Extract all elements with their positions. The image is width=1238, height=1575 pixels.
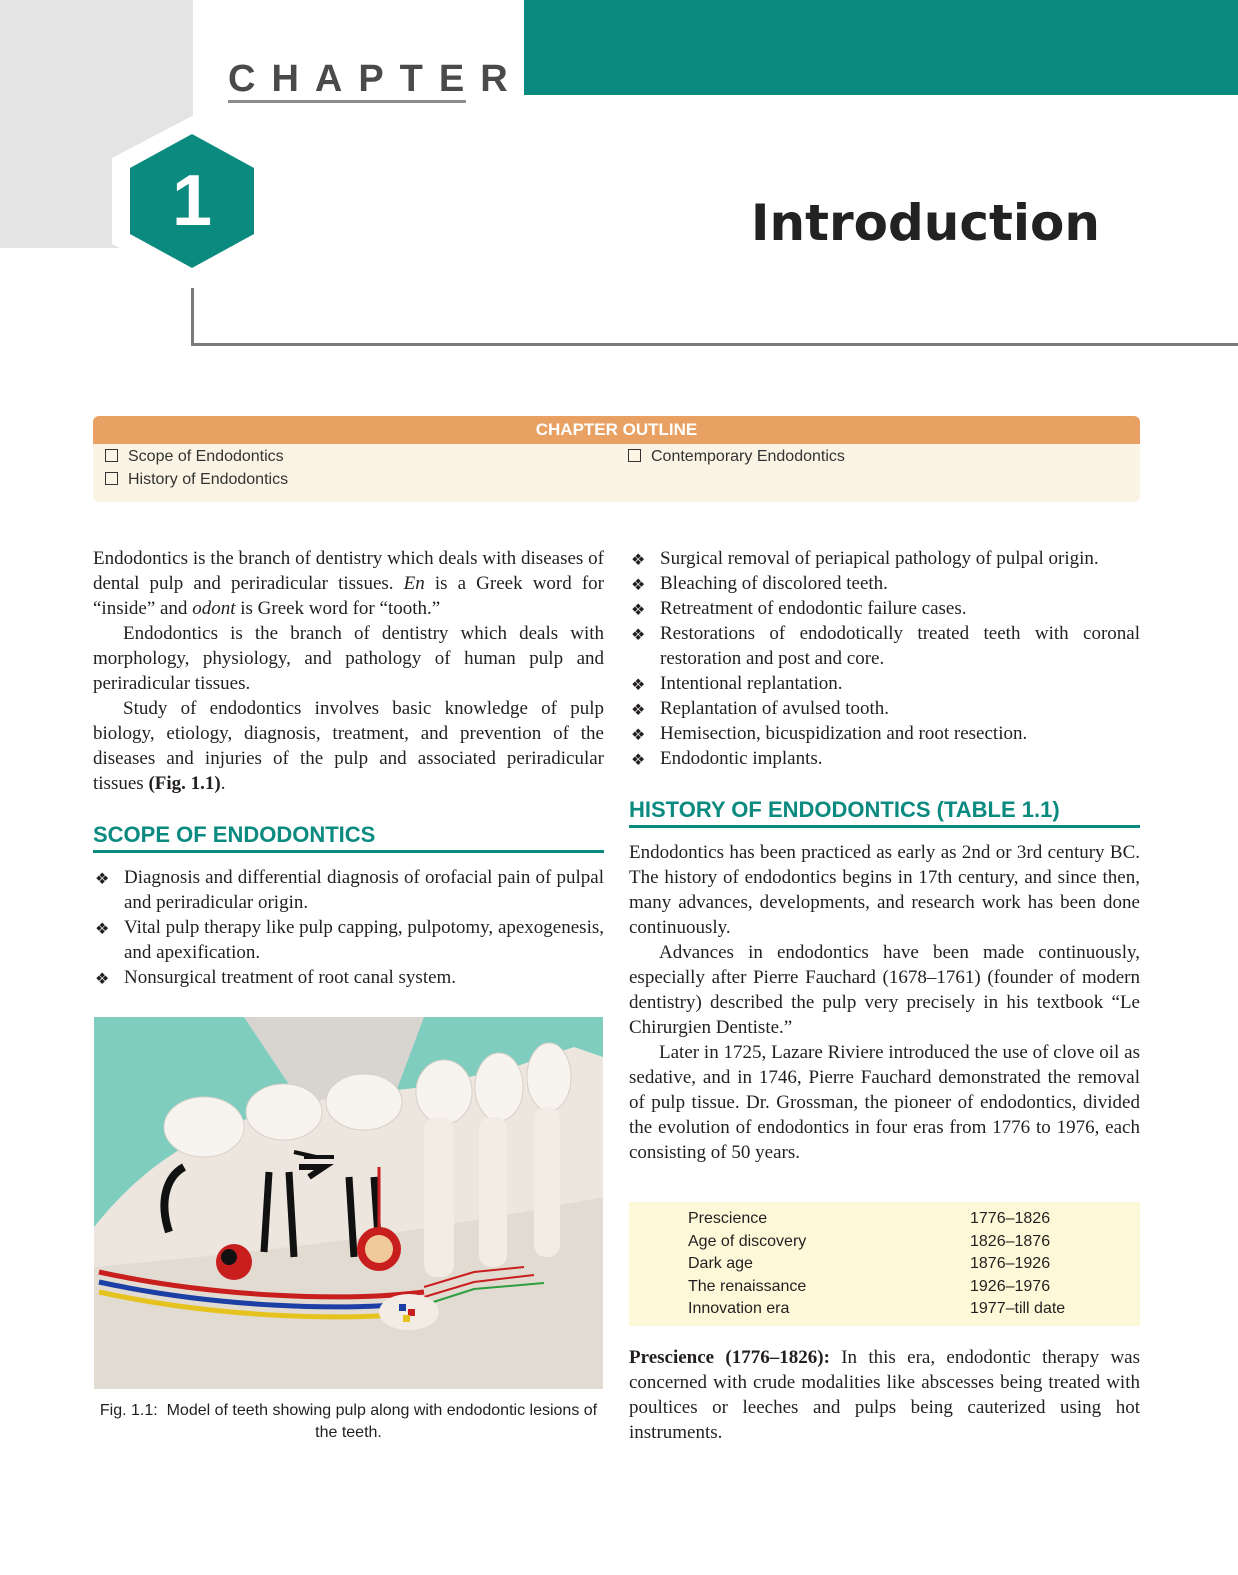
era-name: Innovation era	[688, 1300, 790, 1317]
table-row	[688, 1210, 1128, 1228]
diamond-bullet-icon: ❖	[631, 552, 646, 569]
outline-item	[105, 448, 284, 466]
list-item	[629, 621, 1140, 671]
list-item	[629, 546, 1140, 571]
figure-caption-text: Model of teeth showing pulp along with endodontic lesions of the teeth.	[166, 1402, 598, 1441]
era-years: 1977–till date	[970, 1300, 1066, 1317]
scope-list-right	[629, 546, 1140, 771]
text-run: Endodontics is the branch of dentistry which deals with diseases of dental pulp and periradicular tissues.	[93, 548, 604, 594]
frame-line-vertical	[191, 288, 194, 346]
scope-heading: SCOPE OF ENDODONTICS	[93, 822, 604, 853]
chapter-outline	[93, 416, 1140, 504]
checkbox-icon	[628, 449, 641, 462]
checkbox-icon	[105, 472, 118, 485]
chapter-number: 1	[171, 161, 213, 241]
list-item-text: Retreatment of endodontic failure cases.	[660, 598, 967, 619]
chapter-underline	[228, 100, 466, 103]
diamond-bullet-icon: ❖	[95, 871, 110, 888]
figure-label: Fig. 1.1:	[99, 1402, 158, 1419]
history-heading: HISTORY OF ENDODONTICS (TABLE 1.1)	[629, 797, 1140, 828]
page-title: Introduction	[750, 194, 1100, 252]
text-run-italic: odont	[192, 598, 236, 619]
outline-item	[628, 448, 845, 466]
list-item	[629, 671, 1140, 696]
list-item	[629, 721, 1140, 746]
outline-item-label: History of Endodontics	[128, 471, 289, 488]
list-item	[93, 965, 604, 990]
diamond-bullet-icon: ❖	[95, 921, 110, 938]
list-item-text: Hemisection, bicuspidization and root resection.	[660, 723, 1028, 744]
list-item	[93, 865, 604, 915]
outline-item	[105, 471, 288, 489]
table-row	[688, 1278, 1128, 1296]
era-table	[629, 1202, 1140, 1326]
era-name: Age of discovery	[688, 1233, 807, 1250]
figure-reference: (Fig. 1.1)	[148, 773, 221, 794]
text-run-italic: En	[403, 573, 425, 594]
text-run: is a Greek word for “inside” and	[93, 573, 604, 619]
text-run: Study of endodontics involves basic knowledge of pulp biology, etiology, diagnosis, treatment, and prevention of the diseases and injuries of the pulp and associated periradicular tissues	[93, 698, 604, 794]
diamond-bullet-icon: ❖	[631, 577, 646, 594]
list-item-text: Nonsurgical treatment of root canal system.	[124, 967, 457, 988]
history-paragraph-1: Endodontics has been practiced as early as 2nd or 3rd century BC. The history of endodontics begins in 17th century, and since then, many advances, developments, and research work has been done continuously.	[629, 842, 1140, 938]
checkbox-icon	[105, 449, 118, 462]
history-paragraph-2: Advances in endodontics have been made continuously, especially after Pierre Fauchard (1678–1761) (founder of modern dentistry) described the pulp very precisely in his textbook “Le Chirurgien Dentiste.”	[629, 942, 1140, 1038]
era-name: Prescience	[688, 1210, 768, 1227]
era-years: 1826–1876	[970, 1233, 1051, 1250]
text-run: .	[220, 773, 226, 794]
outline-item-label: Contemporary Endodontics	[651, 448, 845, 465]
outline-body	[93, 444, 1140, 502]
header-teal-bar	[524, 0, 1238, 95]
intro-paragraph-2: Endodontics is the branch of dentistry which deals with morphology, physiology, and pathology of human pulp and periradicular tissues.	[93, 623, 604, 694]
list-item	[93, 915, 604, 965]
text-run: is Greek word for “tooth.”	[235, 598, 441, 619]
chapter-label: CHAPTER	[228, 58, 524, 100]
list-item-text: Diagnosis and differential diagnosis of orofacial pain of pulpal and periradicular origin.	[124, 867, 604, 913]
era-years: 1926–1976	[970, 1278, 1051, 1295]
prescience-paragraph	[629, 1345, 1140, 1445]
teeth-model-figure	[94, 1017, 603, 1389]
diamond-bullet-icon: ❖	[631, 602, 646, 619]
diamond-bullet-icon: ❖	[631, 752, 646, 769]
prescience-label: Prescience (1776–1826):	[629, 1347, 830, 1368]
frame-line-horizontal	[191, 343, 1238, 346]
intro-paragraph-1	[93, 546, 604, 621]
list-item	[629, 696, 1140, 721]
diamond-bullet-icon: ❖	[631, 677, 646, 694]
diamond-bullet-icon: ❖	[631, 702, 646, 719]
outline-heading: CHAPTER OUTLINE	[93, 416, 1140, 444]
era-name: The renaissance	[688, 1278, 807, 1295]
era-name: Dark age	[688, 1255, 753, 1272]
history-paragraph-3: Later in 1725, Lazare Riviere introduced the use of clove oil as sedative, and in 1746, Pierre Fauchard demonstrated the removal of pulp tissue. Dr. Grossman, the pioneer of endodontics, divided the evolution of endodontics in four eras from 1776 to 1976, each consisting of 50 years.	[629, 1042, 1140, 1163]
list-item-text: Restorations of endodotically treated teeth with coronal restoration and post and core.	[660, 623, 1140, 669]
list-item	[629, 746, 1140, 771]
era-years: 1876–1926	[970, 1255, 1051, 1272]
list-item-text: Replantation of avulsed tooth.	[660, 698, 890, 719]
outline-item-label: Scope of Endodontics	[128, 448, 284, 465]
list-item	[629, 596, 1140, 621]
list-item-text: Bleaching of discolored teeth.	[660, 573, 888, 594]
left-column	[93, 546, 604, 990]
list-item-text: Endodontic implants.	[660, 748, 823, 769]
list-item-text: Surgical removal of periapical pathology of pulpal origin.	[660, 548, 1099, 569]
prescience-text: In this era, endodontic therapy was concerned with crude modalities like abscesses being treated with poultices or leeches and pulps being cauterized using hot instruments.	[629, 1347, 1140, 1443]
table-row	[688, 1255, 1128, 1273]
era-years: 1776–1826	[970, 1210, 1051, 1227]
diamond-bullet-icon: ❖	[631, 727, 646, 744]
right-column	[629, 546, 1140, 1165]
list-item-text: Vital pulp therapy like pulp capping, pulpotomy, apexogenesis, and apexification.	[124, 917, 604, 963]
list-item	[629, 571, 1140, 596]
table-row	[688, 1233, 1128, 1251]
diamond-bullet-icon: ❖	[631, 627, 646, 644]
list-item-text: Intentional replantation.	[660, 673, 843, 694]
diamond-bullet-icon: ❖	[95, 971, 110, 988]
table-row	[688, 1300, 1128, 1318]
scope-list-left	[93, 865, 604, 990]
intro-paragraph-3	[93, 696, 604, 796]
figure-caption	[94, 1400, 603, 1444]
